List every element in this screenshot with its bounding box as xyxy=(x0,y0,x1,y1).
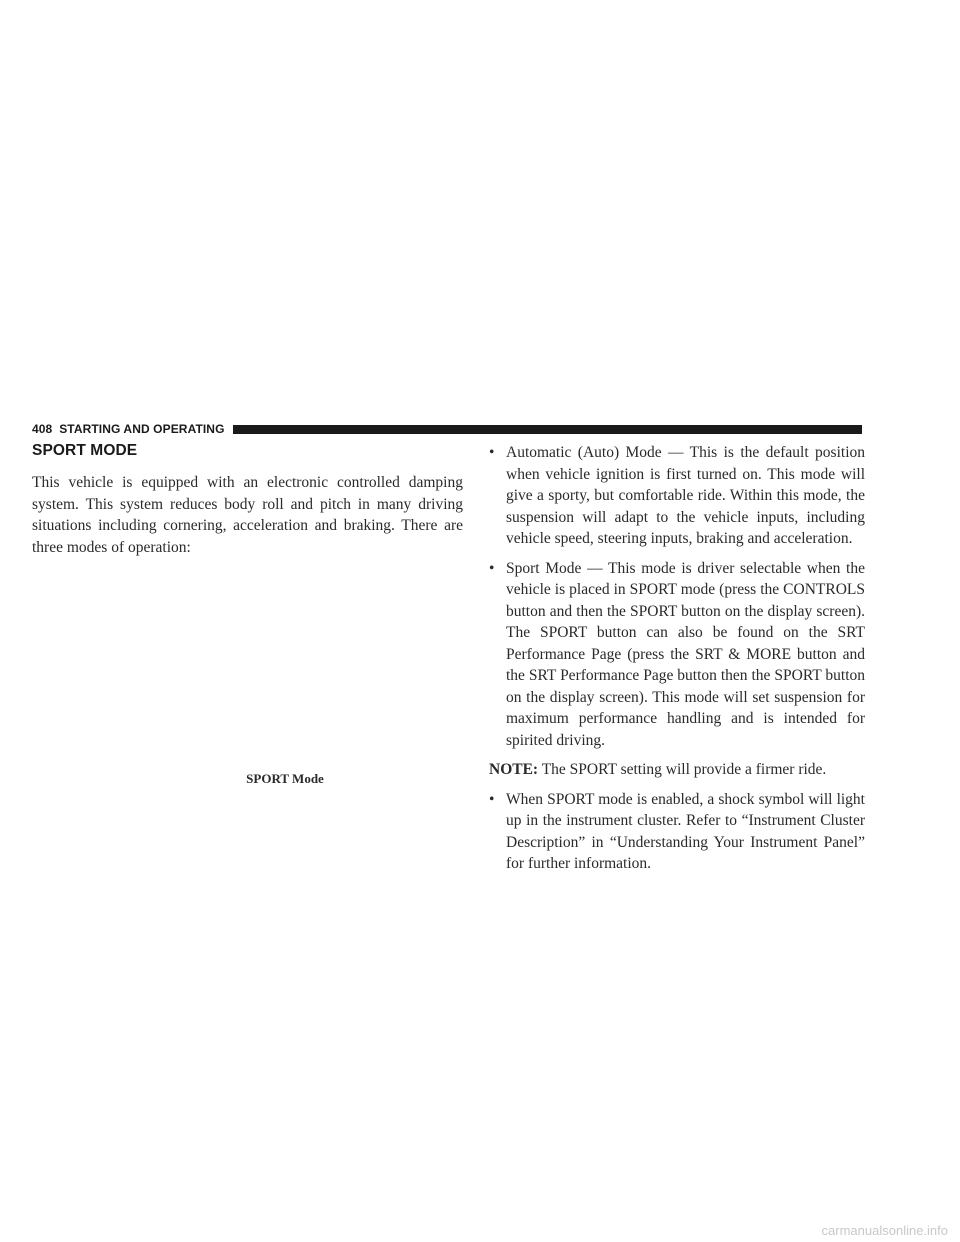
bullet-text: Automatic (Auto) Mode — This is the default position when vehicle ignition is first turned on. This mode will give a sporty, but comfortable ride. Within this mode, the suspension will adapt to the vehicle inputs, including vehicle speed, steering inputs, braking and acceleration. xyxy=(506,444,865,547)
page-header xyxy=(32,421,862,437)
bullet-icon: • xyxy=(489,790,495,808)
bullet-text: When SPORT mode is enabled, a shock symbol will light up in the instrument cluster. Refer to “Instrument Cluster Description” in “Understanding Your Instrument Panel” for further information. xyxy=(506,790,865,872)
section-title: SPORT MODE xyxy=(32,442,138,459)
bullet-text: Sport Mode — This mode is driver selectable when the vehicle is placed in SPORT mode (press the CONTROLS button and then the SPORT button on the display screen). The SPORT button can also be found on the SRT Performance Page (press the SRT & MORE button and the SRT Performance Page button then the SPORT button on the display screen). This mode will set suspension for maximum performance handling and is intended for spirited driving. xyxy=(506,559,865,749)
bullet-item-shock-symbol xyxy=(489,789,865,875)
figure-image xyxy=(32,570,463,766)
intro-paragraph: This vehicle is equipped with an electronic controlled damping system. This system reduces body roll and pitch in many driving situations including cornering, acceleration and braking. There are three modes of operation: xyxy=(32,474,463,556)
bullet-icon: • xyxy=(489,444,495,461)
bullet-icon: • xyxy=(489,559,495,577)
note-label: NOTE: xyxy=(489,761,539,778)
page-number: 408 xyxy=(32,422,53,436)
section-name: STARTING AND OPERATING xyxy=(59,422,225,436)
bullet-item-sport-mode xyxy=(489,558,865,752)
bullet-item-auto-mode xyxy=(489,442,865,550)
header-text xyxy=(32,422,225,436)
header-rule xyxy=(233,425,862,434)
figure-caption: SPORT Mode xyxy=(246,771,324,786)
note xyxy=(489,759,865,781)
right-column xyxy=(489,442,865,883)
note-text: The SPORT setting will provide a firmer ride. xyxy=(538,761,827,778)
watermark: carmanualsonline.info xyxy=(821,1223,948,1238)
left-column xyxy=(32,442,463,558)
